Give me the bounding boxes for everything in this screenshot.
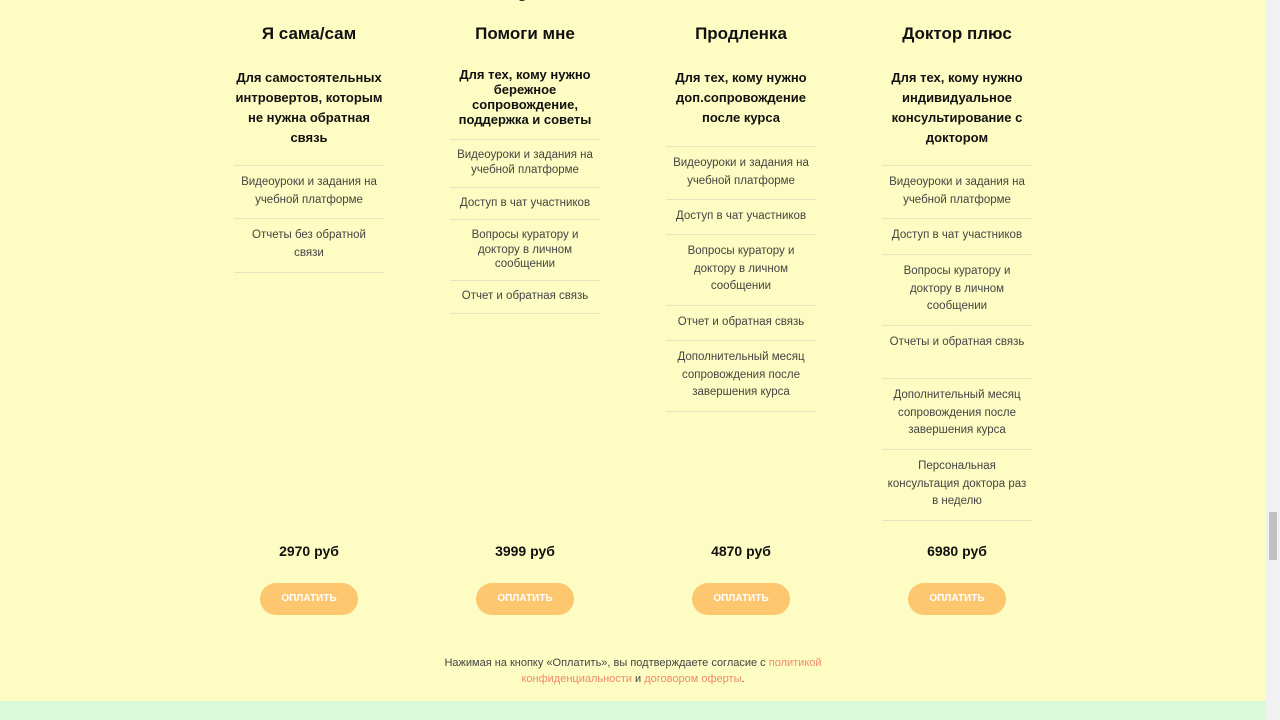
plan-subtitle: Для тех, кому нужно доп.сопровождение после курса — [675, 70, 807, 125]
feature-item: Отчет и обратная связь — [450, 281, 600, 314]
pay-button[interactable]: ОПЛАТИТЬ — [692, 583, 790, 615]
plan-subtitle: Для самостоятельных интровертов, которым не нужна обратная связь — [235, 70, 383, 145]
pay-button[interactable]: ОПЛАТИТЬ — [476, 583, 574, 615]
plan-features — [234, 165, 384, 273]
plan-title: Доктор плюс — [902, 24, 1012, 43]
plan-features — [882, 165, 1032, 521]
feature-item: Дополнительный месяц сопровождения после завершения курса — [882, 379, 1032, 450]
plan-features — [666, 146, 816, 412]
feature-item: Отчеты и обратная связь — [882, 326, 1032, 379]
consent-and: и — [631, 673, 645, 685]
plan-subtitle: Для тех, кому нужно индивидуальное консультирование с доктором — [891, 70, 1023, 145]
plan-price: 2970 руб — [279, 543, 339, 559]
feature-item: Дополнительный месяц сопровождения после завершения курса — [666, 341, 816, 412]
pay-button[interactable]: ОПЛАТИТЬ — [908, 583, 1006, 615]
scrollbar-thumb[interactable] — [1269, 512, 1277, 560]
plan-price: 4870 руб — [711, 543, 771, 559]
feature-item: Видеоуроки и задания на учебной платформе — [234, 166, 384, 219]
consent-text: Нажимая на кнопку «Оплатить», вы подтверждаете согласие с — [444, 657, 769, 669]
feature-item: Отчет и обратная связь — [666, 306, 816, 341]
pay-button[interactable]: ОПЛАТИТЬ — [260, 583, 358, 615]
plan-title: Помоги мне — [475, 24, 575, 43]
plan-features — [450, 139, 600, 314]
feature-item: Доступ в чат участников — [450, 188, 600, 220]
feature-item: Видеоуроки и задания на учебной платформе — [450, 140, 600, 188]
consent-end: . — [741, 673, 745, 685]
plan-title: Продленка — [695, 24, 787, 43]
feature-item: Отчеты без обратной связи — [234, 219, 384, 273]
plan-title: Я сама/сам — [261, 24, 357, 43]
page-scrollbar[interactable] — [1266, 0, 1280, 720]
feature-item: Персональная консультация доктора раз в неделю — [882, 450, 1032, 521]
section-marker — [519, 0, 525, 1]
privacy-policy-link[interactable]: политикой конфиденциальности — [521, 657, 822, 685]
feature-item: Видеоуроки и задания на учебной платформе — [882, 166, 1032, 219]
feature-item: Вопросы куратору и доктору в личном сообщении — [666, 235, 816, 306]
plan-price: 6980 руб — [927, 543, 987, 559]
plan-price: 3999 руб — [495, 543, 555, 559]
feature-item: Доступ в чат участников — [666, 200, 816, 235]
plan-subtitle: Для тех, кому нужно бережное сопровождение, поддержка и советы — [458, 67, 592, 127]
offer-agreement-link[interactable]: договором оферты — [644, 673, 742, 685]
feature-item: Видеоуроки и задания на учебной платформе — [666, 147, 816, 200]
consent-note — [430, 655, 836, 687]
feature-item: Вопросы куратору и доктору в личном сообщении — [882, 255, 1032, 326]
next-section-strip — [0, 701, 1266, 720]
feature-item: Вопросы куратору и доктору в личном сообщении — [450, 220, 600, 281]
feature-item: Доступ в чат участников — [882, 219, 1032, 255]
